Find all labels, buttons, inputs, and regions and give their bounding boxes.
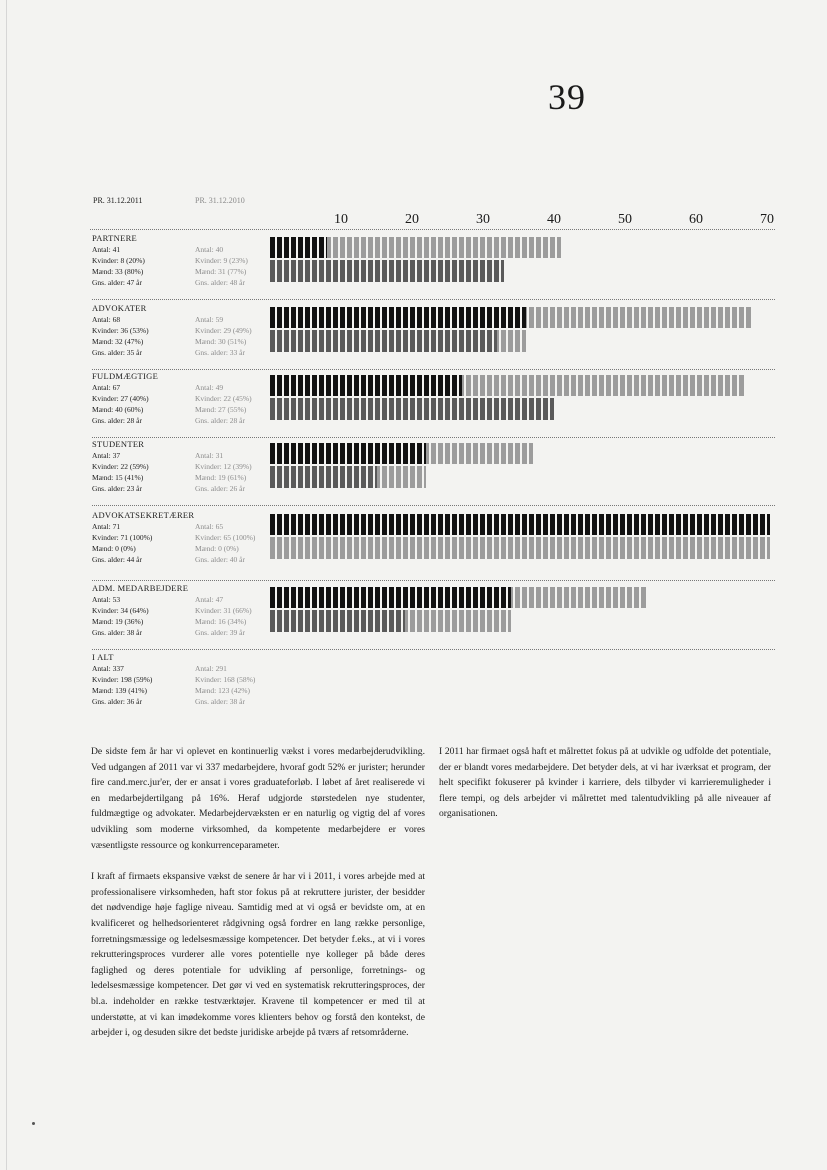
section-title: STUDENTER [92,439,145,449]
stat-current: Gns. alder: 47 år [92,278,142,287]
scan-edge [6,0,7,1170]
section-advokatsekretærer [92,510,775,581]
axis-tick-label: 50 [618,212,632,227]
stat-current: Kvinder: 34 (64%) [92,606,149,615]
stat-current: Antal: 41 [92,245,121,254]
stat-current: Kvinder: 71 (100%) [92,533,153,542]
body-paragraph: I 2011 har firmaet også haft et målrettet fokus på at udvikle og udfolde det potentiale, der er blandt vores medarbejdere. Det betyder dels, at vi har iværksat et program, der helt specifikt fokuserer på kvinder i karriere, dels tilbyder vi karrieremuligheder i flere tempi, og dels arbejder vi målrettet med talentudvikling på alle niveauer af organisationen. [439,746,771,820]
bar-current [270,587,511,608]
stat-current: Gns. alder: 36 år [92,697,142,706]
body-paragraph: I kraft af firmaets ekspansive vækst de senere år har vi i 2011, i vores arbejde med at professionalisere virksomheden, haft stor fokus på at rekruttere jurister, der besidder det nødvendige høje faglige niveau. Samtidig med at vi også er bevidste om, at en kvalificeret og helhedsorienteret rådgivning også fordrer en lang række personlige, forretningsmæssige og ledelsesmæssige kompetencer. Det betyder f.eks., at vi i vores rekrutteringsproces vurderer alle vores potentielle nye kolleger på både deres faglighed og deres potentiale for udvikling af personlige, forretnings- og ledelsesmæssige kompetencer. Det gør vi ved en systematisk rekrutteringsproces, der bl.a. indeholder en række testværktøjer. Kravene til kompetencer er med til at understøtte, at vi kan imødekomme vores klienters behov og forstå den kontekst, de arbejder i, og desuden sikre det bedste juridiske arbejde på tværs af retsområderne. [91,871,425,1039]
bar-current [270,237,327,258]
section-title: I ALT [92,652,114,662]
header-previous-period: PR. 31.12.2010 [195,196,245,205]
axis-tick-label: 20 [405,212,419,227]
section-title: FULDMÆGTIGE [92,371,159,381]
stat-previous: Antal: 291 [195,664,227,673]
stat-current: Kvinder: 8 (20%) [92,256,145,265]
stat-previous: Kvinder: 9 (23%) [195,256,248,265]
section-title: ADM. MEDARBEJDERE [92,583,189,593]
stat-previous: Kvinder: 22 (45%) [195,394,252,403]
body-column-right [439,744,771,838]
stat-previous: Antal: 49 [195,383,224,392]
stat-previous: Kvinder: 12 (39%) [195,462,252,471]
section-title: ADVOKATER [92,303,147,313]
stat-current: Mænd: 19 (36%) [92,617,144,626]
stat-current: Kvinder: 36 (53%) [92,326,149,335]
section-title: PARTNERE [92,233,138,243]
bar-current [270,330,497,352]
stat-current: Gns. alder: 38 år [92,628,142,637]
stat-previous: Kvinder: 168 (58%) [195,675,256,684]
stat-current: Antal: 337 [92,664,124,673]
axis-tick-label: 10 [334,212,348,227]
stat-previous: Kvinder: 29 (49%) [195,326,252,335]
stat-current: Antal: 67 [92,383,121,392]
stat-previous: Antal: 47 [195,595,224,604]
stat-previous: Mænd: 31 (77%) [195,267,247,276]
bar-current [270,610,405,632]
stat-current: Antal: 68 [92,315,121,324]
stat-current: Antal: 71 [92,522,121,531]
stat-previous: Gns. alder: 38 år [195,697,245,706]
stat-current: Gns. alder: 28 år [92,416,142,425]
bar-current [270,466,377,488]
stat-current: Mænd: 32 (47%) [92,337,144,346]
body-paragraph: De sidste fem år har vi oplevet en kontinuerlig vækst i vores medarbejderudvikling. Ved udgangen af 2011 var vi 337 medarbejdere, hvoraf godt 52% er jurister; herunder fire cand.merc.jur'er, der er ansat i vores graduateforløb. I løbet af året realiserede vi en medarbejdertilgang på 16%. Heraf udgjorde størstedelen nye studenter, fuldmægtige og advokater. Medarbejdervæksten er en naturlig og vigtig del af vores udvikling som moderne virksomhed, da kompetente medarbejdere er vores væsentligste ressource og konkurrenceparameter. [91,746,425,851]
stat-current: Kvinder: 198 (59%) [92,675,153,684]
scan-mark [32,1122,35,1125]
section-adm-medarbejdere [92,583,775,650]
bar-current [270,398,554,420]
stat-previous: Kvinder: 65 (100%) [195,533,256,542]
stat-current: Mænd: 33 (80%) [92,267,144,276]
section-fuldmægtige [92,371,775,438]
stat-previous: Gns. alder: 40 år [195,555,245,564]
section-i-alt [92,652,775,712]
stat-previous: Mænd: 16 (34%) [195,617,247,626]
section-partnere [92,233,775,300]
bar-current [270,307,526,328]
stat-current: Gns. alder: 44 år [92,555,142,564]
stat-previous: Mænd: 19 (61%) [195,473,247,482]
stat-current: Antal: 37 [92,451,121,460]
stat-current: Antal: 53 [92,595,121,604]
stat-previous: Gns. alder: 26 år [195,484,245,493]
axis-tick-label: 60 [689,212,703,227]
section-title: ADVOKATSEKRETÆRER [92,510,195,520]
stat-current: Mænd: 139 (41%) [92,686,147,695]
section-studenter [92,439,775,506]
axis-line [90,229,775,230]
stat-previous: Antal: 31 [195,451,224,460]
axis-tick-label: 70 [760,212,774,227]
bar-previous [270,537,770,559]
page-number: 39 [548,77,586,117]
stat-previous: Gns. alder: 28 år [195,416,245,425]
stat-current: Kvinder: 27 (40%) [92,394,149,403]
header-current-period: PR. 31.12.2011 [93,196,143,205]
stat-previous: Gns. alder: 33 år [195,348,245,357]
stat-previous: Antal: 40 [195,245,224,254]
stat-previous: Mænd: 30 (51%) [195,337,247,346]
stat-previous: Antal: 65 [195,522,224,531]
bar-current [270,514,770,535]
stat-current: Mænd: 40 (60%) [92,405,144,414]
stat-current: Gns. alder: 23 år [92,484,142,493]
stat-previous: Gns. alder: 48 år [195,278,245,287]
stat-current: Mænd: 15 (41%) [92,473,144,482]
body-column-left [91,744,425,1057]
stat-previous: Kvinder: 31 (66%) [195,606,252,615]
stat-current: Kvinder: 22 (59%) [92,462,149,471]
bar-current [270,375,462,396]
stat-previous: Mænd: 123 (42%) [195,686,250,695]
stat-previous: Mænd: 0 (0%) [195,544,239,553]
stat-previous: Antal: 59 [195,315,224,324]
bar-current [270,443,426,464]
stat-current: Mænd: 0 (0%) [92,544,136,553]
stat-previous: Mænd: 27 (55%) [195,405,247,414]
stat-previous: Gns. alder: 39 år [195,628,245,637]
axis-tick-label: 30 [476,212,490,227]
axis-tick-label: 40 [547,212,561,227]
stat-current: Gns. alder: 35 år [92,348,142,357]
bar-current [270,260,504,282]
section-advokater [92,303,775,370]
